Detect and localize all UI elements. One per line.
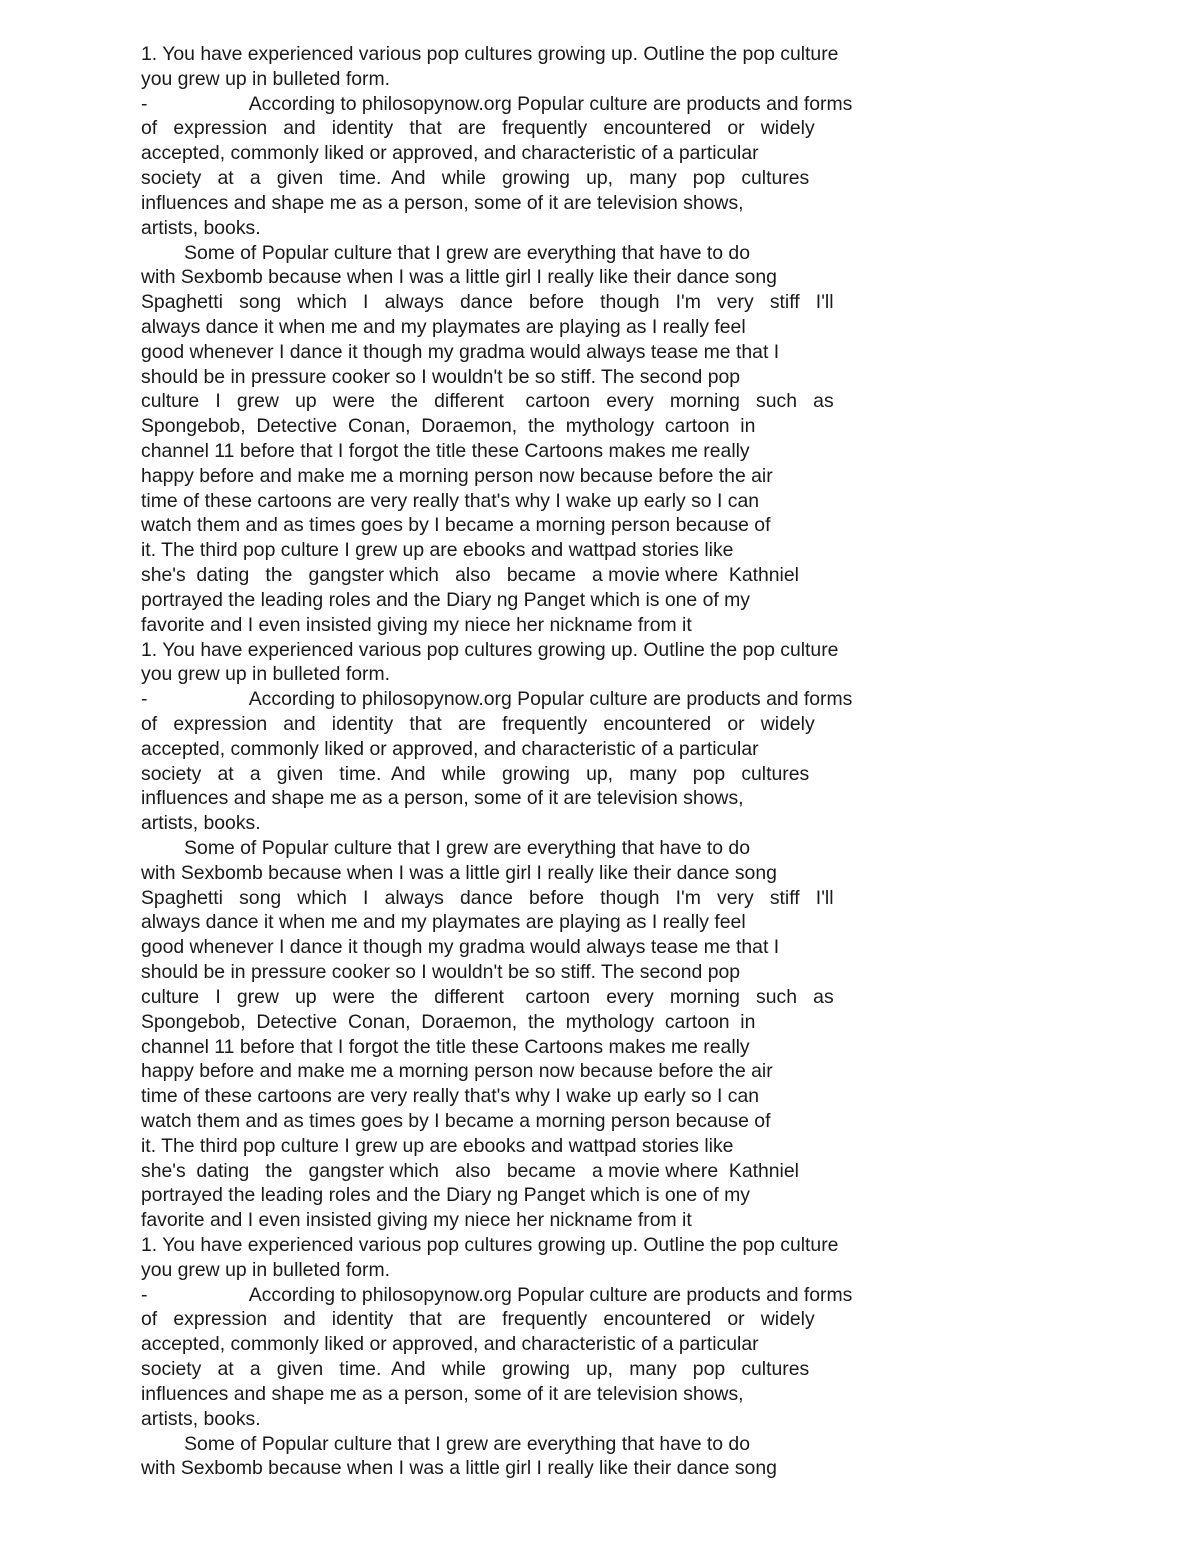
text-line: - According to philosopynow.org Popular culture are products and forms bbox=[141, 1283, 853, 1306]
text-line: with Sexbomb because when I was a little girl I really like their dance song bbox=[141, 861, 777, 884]
text-line: you grew up in bulleted form. bbox=[141, 663, 390, 686]
text-line: you grew up in bulleted form. bbox=[141, 67, 390, 90]
text-line: good whenever I dance it though my gradma would always tease me that I bbox=[141, 936, 780, 959]
text-line: always dance it when me and my playmates are playing as I really feel bbox=[141, 315, 746, 338]
text-line: of expression and identity that are frequently encountered or widely bbox=[141, 117, 815, 140]
text-line: Some of Popular culture that I grew are everything that have to do bbox=[141, 837, 750, 859]
text-line: she's dating the gangster which also became a movie where Kathniel bbox=[141, 564, 799, 587]
text-line: with Sexbomb because when I was a little girl I really like their dance song bbox=[141, 1457, 777, 1480]
text-line: favorite and I even insisted giving my niece her nickname from it bbox=[141, 1209, 692, 1232]
text-line: portrayed the leading roles and the Diary ng Panget which is one of my bbox=[141, 1184, 751, 1207]
text-line: channel 11 before that I forgot the title these Cartoons makes me really bbox=[141, 1035, 750, 1058]
text-line: channel 11 before that I forgot the title these Cartoons makes me really bbox=[141, 440, 750, 462]
text-line: 1. You have experienced various pop cultures growing up. Outline the pop culture bbox=[141, 1234, 839, 1256]
text-line: 1. You have experienced various pop cultures growing up. Outline the pop culture bbox=[141, 43, 839, 65]
text-line: Spaghetti song which I always dance before though I'm very stiff I'll bbox=[141, 291, 834, 314]
text-line: accepted, commonly liked or approved, and characteristic of a particular bbox=[141, 142, 759, 165]
text-line: influences and shape me as a person, some of it are television shows, bbox=[141, 787, 744, 810]
document-body bbox=[141, 42, 961, 1481]
text-line: culture I grew up were the different cartoon every morning such as bbox=[141, 390, 834, 413]
text-line: Spongebob, Detective Conan, Doraemon, the mythology cartoon in bbox=[141, 1010, 756, 1033]
text-line: always dance it when me and my playmates are playing as I really feel bbox=[141, 911, 746, 934]
text-line: you grew up in bulleted form. bbox=[141, 1258, 390, 1281]
text-line: Some of Popular culture that I grew are everything that have to do bbox=[141, 1432, 750, 1455]
text-line: time of these cartoons are very really that's why I wake up early so I can bbox=[141, 1085, 760, 1108]
text-line: influences and shape me as a person, some of it are television shows, bbox=[141, 191, 744, 214]
text-line: of expression and identity that are frequently encountered or widely bbox=[141, 712, 815, 735]
text-line: Some of Popular culture that I grew are everything that have to do bbox=[141, 241, 750, 264]
text-line: favorite and I even insisted giving my niece her nickname from it bbox=[141, 613, 692, 636]
text-line: with Sexbomb because when I was a little girl I really like their dance song bbox=[141, 266, 777, 289]
text-line: - According to philosopynow.org Popular culture are products and forms bbox=[141, 92, 853, 115]
text-line: - According to philosopynow.org Popular culture are products and forms bbox=[141, 688, 853, 711]
text-line: culture I grew up were the different cartoon every morning such as bbox=[141, 985, 834, 1008]
text-line: artists, books. bbox=[141, 1407, 261, 1430]
text-line: of expression and identity that are frequently encountered or widely bbox=[141, 1308, 815, 1331]
text-line: artists, books. bbox=[141, 812, 261, 835]
text-line: watch them and as times goes by I became a morning person because of bbox=[141, 1109, 771, 1132]
text-line: watch them and as times goes by I became a morning person because of bbox=[141, 514, 771, 537]
text-line: accepted, commonly liked or approved, and characteristic of a particular bbox=[141, 1333, 759, 1356]
text-line: good whenever I dance it though my gradma would always tease me that I bbox=[141, 340, 780, 363]
text-line: it. The third pop culture I grew up are ebooks and wattpad stories like bbox=[141, 539, 734, 562]
text-line: should be in pressure cooker so I wouldn't be so stiff. The second pop bbox=[141, 365, 741, 388]
text-line: society at a given time. And while growing up, many pop cultures bbox=[141, 1358, 810, 1381]
text-line: artists, books. bbox=[141, 216, 261, 239]
text-line: society at a given time. And while growing up, many pop cultures bbox=[141, 762, 810, 785]
text-line: time of these cartoons are very really that's why I wake up early so I can bbox=[141, 489, 760, 512]
text-line: portrayed the leading roles and the Diary ng Panget which is one of my bbox=[141, 588, 751, 611]
text-line: she's dating the gangster which also became a movie where Kathniel bbox=[141, 1159, 799, 1182]
text-line: happy before and make me a morning person now because before the air bbox=[141, 1060, 773, 1083]
text-line: accepted, commonly liked or approved, and characteristic of a particular bbox=[141, 737, 759, 760]
text-line: should be in pressure cooker so I wouldn't be so stiff. The second pop bbox=[141, 961, 741, 984]
text-line: Spaghetti song which I always dance before though I'm very stiff I'll bbox=[141, 886, 834, 909]
text-line: influences and shape me as a person, some of it are television shows, bbox=[141, 1382, 744, 1405]
text-line: happy before and make me a morning person now because before the air bbox=[141, 464, 773, 487]
text-line: it. The third pop culture I grew up are ebooks and wattpad stories like bbox=[141, 1134, 734, 1157]
text-line: society at a given time. And while growing up, many pop cultures bbox=[141, 167, 810, 190]
text-line: Spongebob, Detective Conan, Doraemon, the mythology cartoon in bbox=[141, 415, 756, 438]
text-line: 1. You have experienced various pop cultures growing up. Outline the pop culture bbox=[141, 638, 839, 661]
